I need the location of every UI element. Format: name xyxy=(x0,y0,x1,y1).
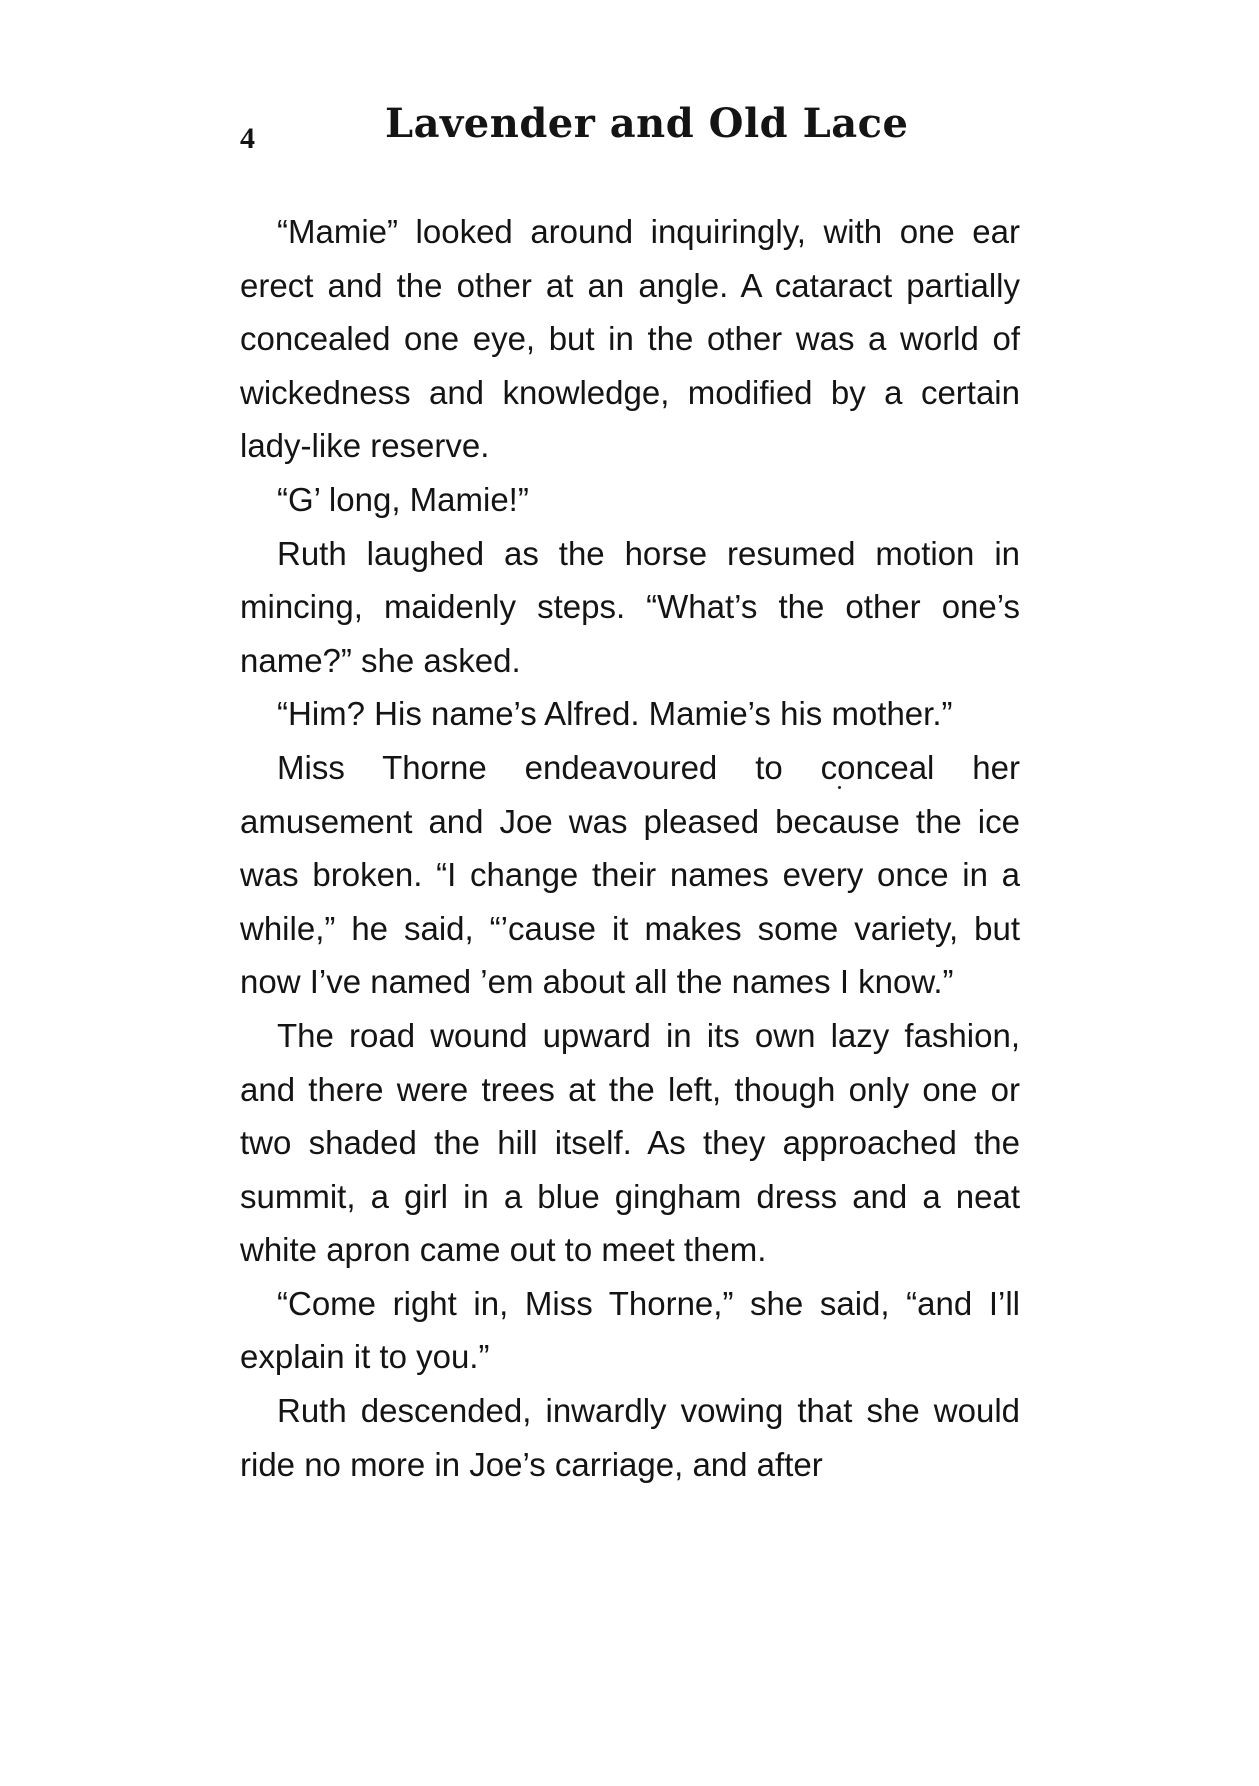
paragraph: “Him? His name’s Alfred. Mamie’s his mother.” xyxy=(277,695,953,733)
paragraph: “Mamie” looked around inquiringly, with one ear erect and the other at an angle. A cataract partially concealed one eye, but in the other was a world of wickedness and knowledge, modified by a certain lady-like reserve. xyxy=(240,213,1020,465)
paragraph: “G’ long, Mamie!” xyxy=(277,480,529,518)
paragraph: Miss Thorne endeavoured to conceal her amusement and Joe was pleased because the ice was broken. “I change their names every once in a while,” he said, “’cause it makes some variety, but now I’ve named ’em about all the names I know.” xyxy=(240,748,1020,1001)
paragraph: Ruth laughed as the horse resumed motion in mincing, maidenly steps. “What’s the other one’s name?” she asked. xyxy=(240,534,1020,679)
paragraph: “Come right in, Miss Thorne,” she said, “and I’ll explain it to you.” xyxy=(240,1284,1020,1376)
page-number: 4 xyxy=(240,122,255,155)
paragraph: Ruth descended, inwardly vowing that she would ride no more in Joe’s carriage, and after xyxy=(240,1392,1020,1483)
running-title: Lavender and Old Lace xyxy=(385,100,909,147)
paragraph: The road wound upward in its own lazy fashion, and there were trees at the left, though only one or two shaded the hill itself. As they approached the summit, a girl in a blue gingham dress and a neat white apron came out to meet them. xyxy=(240,1016,1020,1269)
body-text xyxy=(240,205,1020,1491)
page-header xyxy=(240,100,1020,160)
ink-speck xyxy=(838,786,841,789)
